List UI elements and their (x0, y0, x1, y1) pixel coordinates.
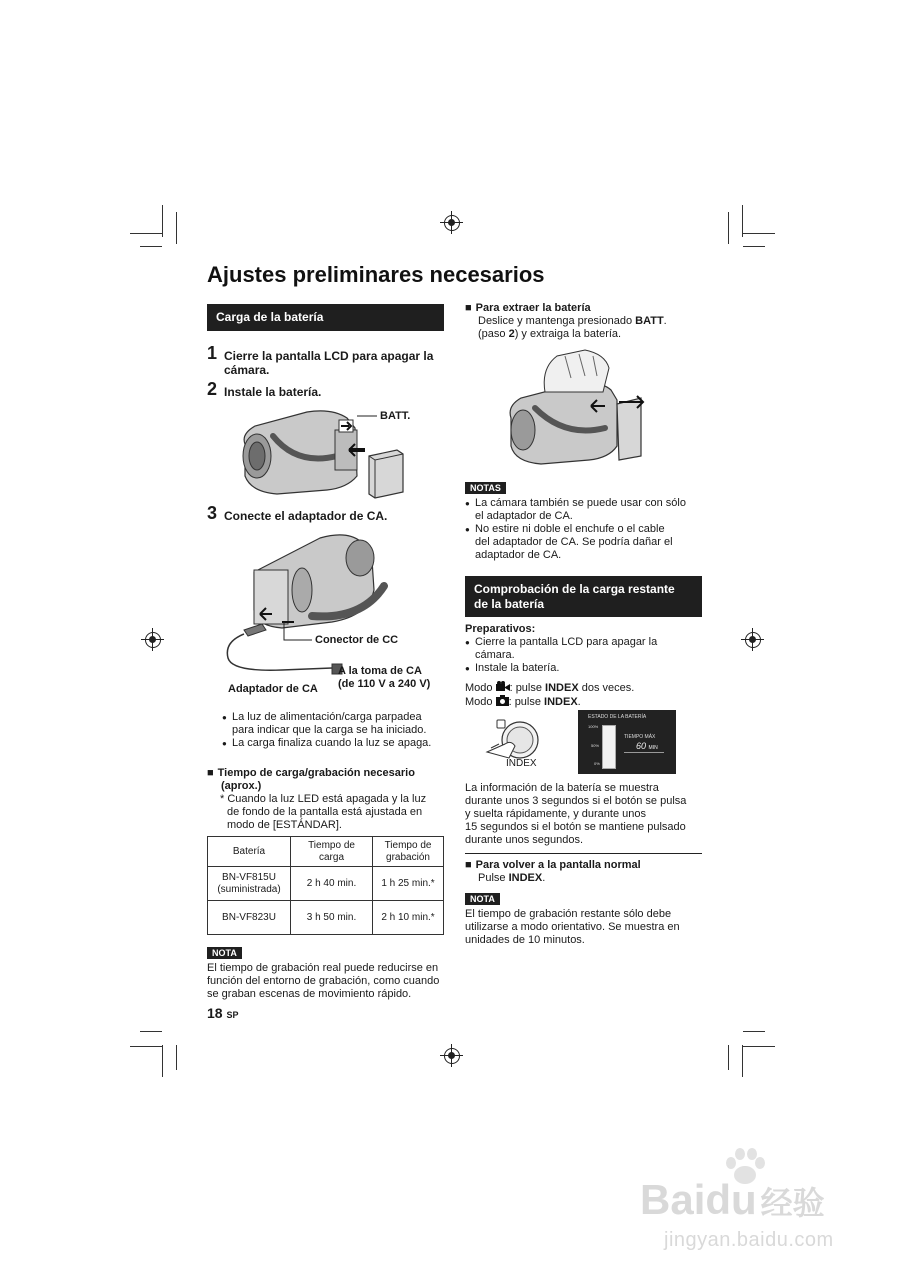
index-label: INDEX (506, 758, 537, 769)
table-header-text: Batería (232, 845, 266, 857)
note-line: unidades de 10 minutos. (465, 934, 585, 946)
mode-text: : pulse (509, 682, 546, 694)
note-text (207, 962, 447, 1001)
table-row (208, 901, 444, 935)
battery-status-screen (578, 710, 676, 774)
list-item-line: No estire ni doble el enchufe o el cable (475, 523, 665, 535)
crop-mark (162, 1045, 163, 1077)
footnote-line: modo de [ESTÁNDAR]. (227, 819, 342, 831)
notes-tag: NOTAS (465, 482, 506, 494)
ac-outlet-label (338, 665, 430, 691)
table-cell: 1 h 25 min.* (373, 867, 444, 901)
video-camera-icon (496, 681, 510, 692)
mode-text: Modo (465, 682, 496, 694)
list-item-line: el adaptador de CA. (475, 510, 573, 522)
mode-photo-line (465, 695, 705, 709)
section-heading-text: Carga de la batería (216, 310, 324, 324)
mode-text: . (577, 696, 581, 708)
list-item (222, 711, 447, 737)
battery-level-bar (602, 725, 616, 769)
step-text-line: Cierre la pantalla LCD para apagar la (224, 349, 434, 363)
ac-outlet-line: A la toma de CA (338, 665, 422, 677)
table-header-text: Tiempo de (308, 839, 355, 851)
crop-mark (162, 205, 163, 237)
cell-text: BN-VF815U (222, 871, 276, 883)
step-number: 2 (207, 379, 218, 399)
max-time-number: 60 (636, 741, 647, 751)
step-2 (207, 379, 447, 401)
crop-mark (743, 233, 775, 234)
list-item-line: para indicar que la carga se ha iniciado. (232, 724, 427, 736)
mode-text: : pulse (508, 696, 545, 708)
pct-50: 50% (591, 743, 600, 748)
step-text: Conecte el adaptador de CA. (224, 509, 388, 523)
max-time-value (636, 741, 658, 751)
step-1 (207, 343, 447, 379)
page-number (207, 1005, 238, 1021)
remove-text: ) y extraiga la batería. (514, 328, 622, 340)
table-row (208, 867, 444, 901)
mode-video-line (465, 681, 705, 695)
preparations (465, 623, 705, 675)
step-number: 1 (207, 343, 218, 363)
info-line: durante unos segundos. (465, 834, 584, 846)
step-text: Instale la batería. (224, 385, 322, 399)
note-line: se graban escenas de movimiento rápido. (207, 988, 412, 1000)
mode-text: dos veces. (578, 682, 635, 694)
mode-text: Modo (465, 696, 496, 708)
return-heading: Para volver a la pantalla normal (475, 859, 641, 871)
crop-mark (743, 246, 765, 247)
return-text: . (542, 872, 546, 884)
footnote-line: de fondo de la pantalla está ajustada en (227, 806, 423, 818)
info-line: La información de la batería se muestra (465, 782, 659, 794)
charge-time-table (207, 836, 444, 935)
note-tag: NOTA (465, 893, 500, 905)
table-cell: 3 h 50 min. (291, 901, 373, 935)
pct-0: 0% (594, 761, 600, 766)
list-item (465, 523, 705, 562)
page-title: Ajustes preliminares necesarios (207, 262, 545, 287)
table-header-text: Tiempo de (384, 839, 432, 851)
pct-100: 100% (588, 724, 599, 729)
dc-connector-label: Conector de CC (315, 634, 399, 646)
section-heading-charging (207, 304, 444, 331)
crop-mark (140, 246, 162, 247)
charging-bullets (222, 711, 447, 750)
max-time-underline (624, 752, 664, 753)
crop-mark (742, 1045, 743, 1077)
note-tag: NOTA (207, 947, 242, 959)
index-bold: INDEX (508, 872, 543, 884)
crop-mark (728, 212, 729, 244)
list-item (465, 497, 705, 523)
list-item (465, 662, 705, 675)
list-item (222, 737, 447, 750)
watermark-brand (640, 1177, 825, 1226)
battery-info-text (465, 782, 705, 847)
note-line: El tiempo de grabación real puede reducirse en (207, 962, 439, 974)
registration-mark-icon (745, 632, 761, 648)
table-header (373, 837, 444, 867)
square-bullet-icon (465, 302, 476, 314)
step-ref: 2 (508, 328, 515, 340)
remove-battery-illustration (505, 348, 655, 470)
note-text (465, 908, 705, 947)
remove-heading: Para extraer la batería (475, 302, 591, 314)
step-number: 3 (207, 503, 218, 523)
footnote-line: * Cuando la luz LED está apagada y la luz (220, 793, 427, 805)
time-heading (207, 767, 447, 793)
list-item-line: La cámara también se puede usar con sólo (475, 497, 686, 509)
watermark-brand-text: Baidu (640, 1176, 757, 1223)
crop-mark (176, 212, 177, 244)
crop-mark (140, 1031, 162, 1032)
watermark-cn-text: 经验 (760, 1185, 825, 1221)
max-time-label: TIEMPO MÁX (624, 734, 656, 740)
section-heading-line: de la batería (474, 597, 545, 611)
table-header-text: carga (318, 851, 344, 863)
remove-text: Deslice y mantenga presionado (478, 315, 636, 327)
crop-mark (728, 1045, 729, 1070)
watermark (640, 1165, 870, 1265)
ac-outlet-line: (de 110 V a 240 V) (338, 678, 431, 690)
time-heading-line: Tiempo de carga/grabación necesario (217, 767, 415, 779)
registration-mark-icon (145, 632, 161, 648)
list-item-line: La carga finaliza cuando la luz se apaga. (232, 737, 432, 749)
list-item-line: Instale la batería. (475, 662, 560, 674)
remove-text: (paso (478, 328, 509, 340)
table-cell (208, 867, 291, 901)
table-header (208, 837, 291, 867)
crop-mark (743, 1031, 765, 1032)
max-time-unit: MIN (648, 745, 658, 751)
crop-mark (130, 233, 162, 234)
batt-label: BATT. (380, 410, 411, 422)
info-line: y suelta rápidamente, y durante unos (465, 808, 647, 820)
table-cell: 2 h 10 min.* (373, 901, 444, 935)
time-heading-line: (aprox.) (221, 780, 262, 792)
crop-mark (743, 1046, 775, 1047)
list-item-line: cámara. (475, 649, 515, 661)
table-cell: BN-VF823U (208, 901, 291, 935)
remove-battery-block (465, 302, 705, 341)
batt-bold: BATT (635, 315, 664, 327)
notes-list (465, 497, 705, 562)
prep-heading: Preparativos: (465, 623, 536, 635)
crop-mark (176, 1045, 177, 1070)
watermark-url: jingyan.baidu.com (664, 1229, 834, 1251)
note-line: utilizarse a modo orientativo. Se muestra en (465, 921, 680, 933)
step-3 (207, 503, 447, 525)
list-item-line: La luz de alimentación/carga parpadea (232, 711, 422, 723)
square-bullet-icon (465, 859, 476, 871)
screen-title: ESTADO DE LA BATERÍA (588, 714, 647, 720)
list-item-line: del adaptador de CA. Se podría dañar el (475, 536, 673, 548)
cell-text: (suministrada) (217, 883, 281, 895)
info-line: durante unos 3 segundos si el botón se pulsa (465, 795, 687, 807)
list-item (465, 636, 705, 662)
time-footnote (220, 793, 445, 832)
return-normal-block (465, 859, 705, 885)
section-heading-line: Comprobación de la carga restante (474, 582, 675, 596)
crop-mark (130, 1046, 162, 1047)
index-bold: INDEX (544, 696, 578, 708)
table-cell: 2 h 40 min. (291, 867, 373, 901)
step-text-line: cámara. (224, 363, 270, 377)
return-text: Pulse (478, 872, 509, 884)
note-line: El tiempo de grabación restante sólo debe (465, 908, 672, 920)
table-header (291, 837, 373, 867)
remove-text: . (663, 315, 667, 327)
mode-instructions (465, 681, 705, 709)
index-bold: INDEX (545, 682, 579, 694)
note-line: función del entorno de grabación, como cuando (207, 975, 440, 987)
table-header-text: grabación (386, 851, 430, 863)
still-camera-icon (496, 695, 509, 706)
registration-mark-icon (444, 1048, 460, 1064)
info-line: 15 segundos si el botón se mantiene pulsado (465, 821, 686, 833)
page-number-value: 18 (207, 1005, 223, 1021)
registration-mark-icon (444, 215, 460, 231)
list-item-line: adaptador de CA. (475, 549, 562, 561)
list-item-line: Cierre la pantalla LCD para apagar la (475, 636, 658, 648)
divider (465, 853, 702, 854)
ac-adapter-label: Adaptador de CA (228, 683, 318, 695)
page-language: SP (226, 1010, 239, 1020)
section-heading-battery-check (465, 576, 702, 617)
step-text (224, 349, 433, 377)
square-bullet-icon (207, 767, 218, 779)
